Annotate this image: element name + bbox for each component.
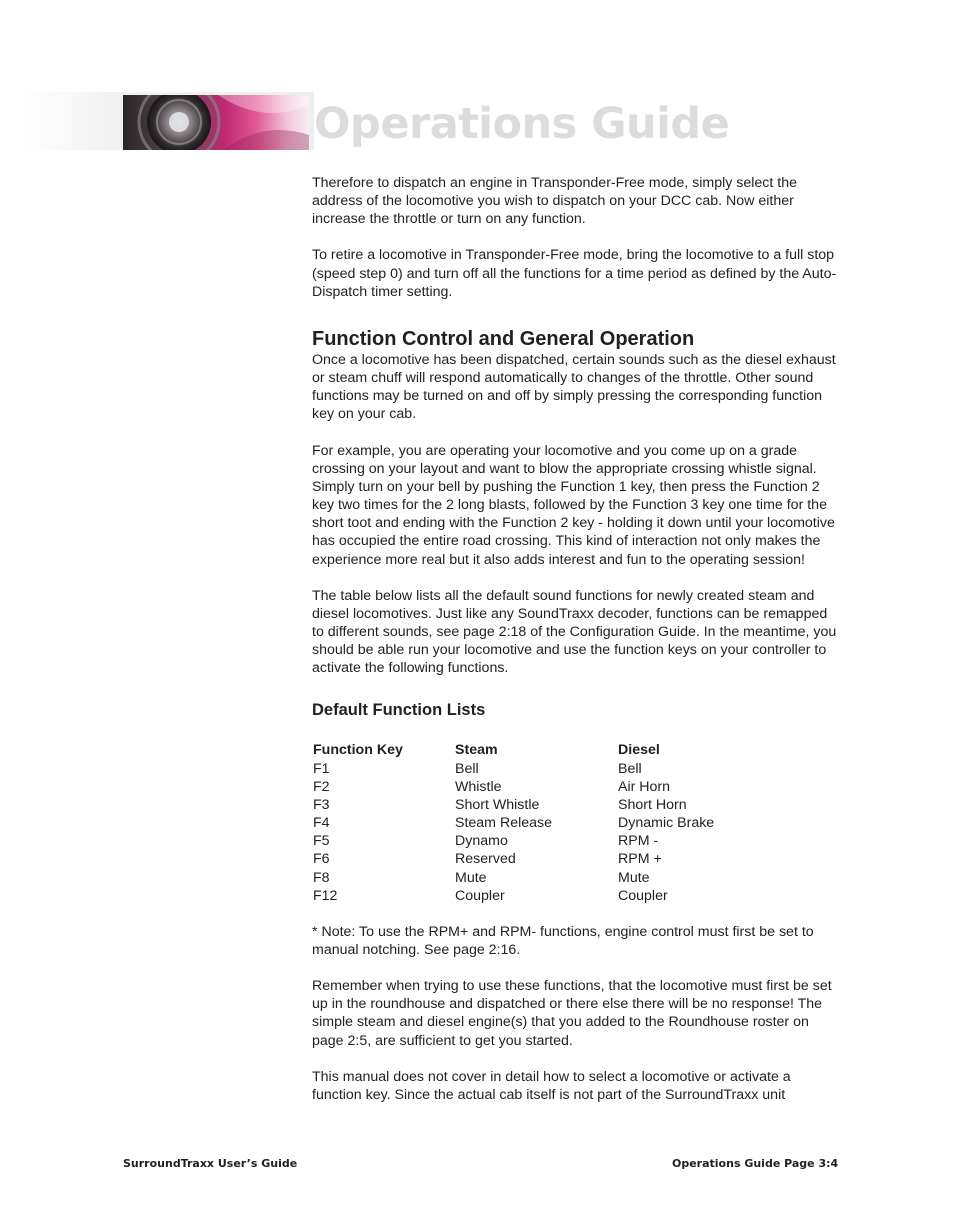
table-cell: F8: [313, 869, 330, 886]
table-cell: Dynamic Brake: [618, 815, 715, 832]
page-content: [312, 174, 837, 1104]
table-row: [312, 850, 818, 868]
table-cell: F6: [313, 851, 330, 868]
table-cell: RPM +: [618, 851, 662, 868]
paragraph: To retire a locomotive in Transponder-Free mode, bring the locomotive to a full stop (speed step 0) and turn off all the functions for a time period as defined by the Auto-Dispatch timer setting.: [312, 247, 837, 300]
table-cell: Bell: [618, 760, 642, 777]
footer-page-number: Operations Guide Page 3:4: [672, 1157, 839, 1170]
table-cell: Steam Release: [455, 815, 552, 832]
table-row: [312, 778, 818, 796]
table-cell: Dynamo: [455, 833, 508, 850]
table-cell: RPM -: [618, 833, 659, 850]
paragraph: Therefore to dispatch an engine in Transponder-Free mode, simply select the address of the locomotive you wish to dispatch on your DCC cab. Now either increase the throttle or turn on any function.: [312, 175, 797, 228]
table-cell: F3: [313, 796, 330, 813]
paragraph: For example, you are operating your locomotive and you come up on a grade crossing on your layout and want to blow the appropriate crossing whistle signal. Simply turn on your bell by pushing the Function 1 key, then press the Function 2 key two times for the 2 long blasts, followed by the Function 3 key one time for the short toot and ending with the Function 2 key - holding it down until your locomotive has occupied the entire road crossing. This kind of interaction not only makes the experience more real but it also adds interest and fun to the operating session!: [312, 442, 835, 568]
table-cell: F2: [313, 778, 330, 795]
function-table: [312, 741, 818, 904]
section-heading: Function Control and General Operation: [312, 327, 695, 350]
paragraph: Remember when trying to use these functions, that the locomotive must first be set up in the roundhouse and dispatched or there else there will be no response! The simple steam and diesel engine(s) that you added to the Roundhouse roster on page 2:5, are sufficient to get you started.: [312, 978, 832, 1049]
table-row: [312, 796, 818, 814]
table-cell: Short Whistle: [455, 796, 540, 813]
table-header-row: [312, 741, 818, 759]
column-header: Steam: [455, 742, 498, 759]
table-cell: F5: [313, 833, 330, 850]
table-cell: Bell: [455, 760, 479, 777]
table-row: [312, 814, 818, 832]
table-cell: Reserved: [455, 851, 516, 868]
column-header: Diesel: [618, 742, 660, 759]
table-cell: F4: [313, 815, 330, 832]
table-cell: Short Horn: [618, 796, 687, 813]
paragraph: Once a locomotive has been dispatched, certain sounds such as the diesel exhaust or steam chuff will respond automatically to changes of the throttle. Other sound functions may be turned on and off by simply pressing the corresponding function key on your cab.: [312, 351, 836, 423]
table-cell: Coupler: [455, 887, 505, 904]
table-heading: Default Function Lists: [312, 701, 486, 720]
header-speaker-photo: [123, 95, 309, 150]
footer-document-title: SurroundTraxx User’s Guide: [123, 1157, 298, 1170]
table-row: [312, 832, 818, 850]
note-paragraph: * Note: To use the RPM+ and RPM- functions, engine control must first be set to manual notching. See page 2:16.: [312, 923, 814, 958]
table-cell: Mute: [618, 869, 650, 886]
page-title: Operations Guide: [314, 99, 730, 149]
paragraph: This manual does not cover in detail how to select a locomotive or activate a function key. Since the actual cab itself is not part of the SurroundTraxx unit: [312, 1068, 791, 1103]
paragraph: The table below lists all the default sound functions for newly created steam and diesel locomotives. Just like any SoundTraxx decoder, functions can be remapped to different sounds, see page 2:18 of the Configuration Guide. In the meantime, you should be able run your locomotive and use the function keys on your controller to activate the following functions.: [312, 587, 837, 677]
table-cell: Air Horn: [618, 778, 671, 795]
table-cell: F1: [313, 760, 330, 777]
column-header: Function Key: [313, 742, 403, 759]
table-cell: Whistle: [455, 778, 502, 795]
table-row: [312, 887, 818, 905]
table-row: [312, 760, 818, 778]
speaker-graphic: [123, 95, 309, 150]
table-row: [312, 869, 818, 887]
table-cell: Mute: [455, 869, 487, 886]
table-cell: Coupler: [618, 887, 668, 904]
table-cell: F12: [313, 887, 338, 904]
